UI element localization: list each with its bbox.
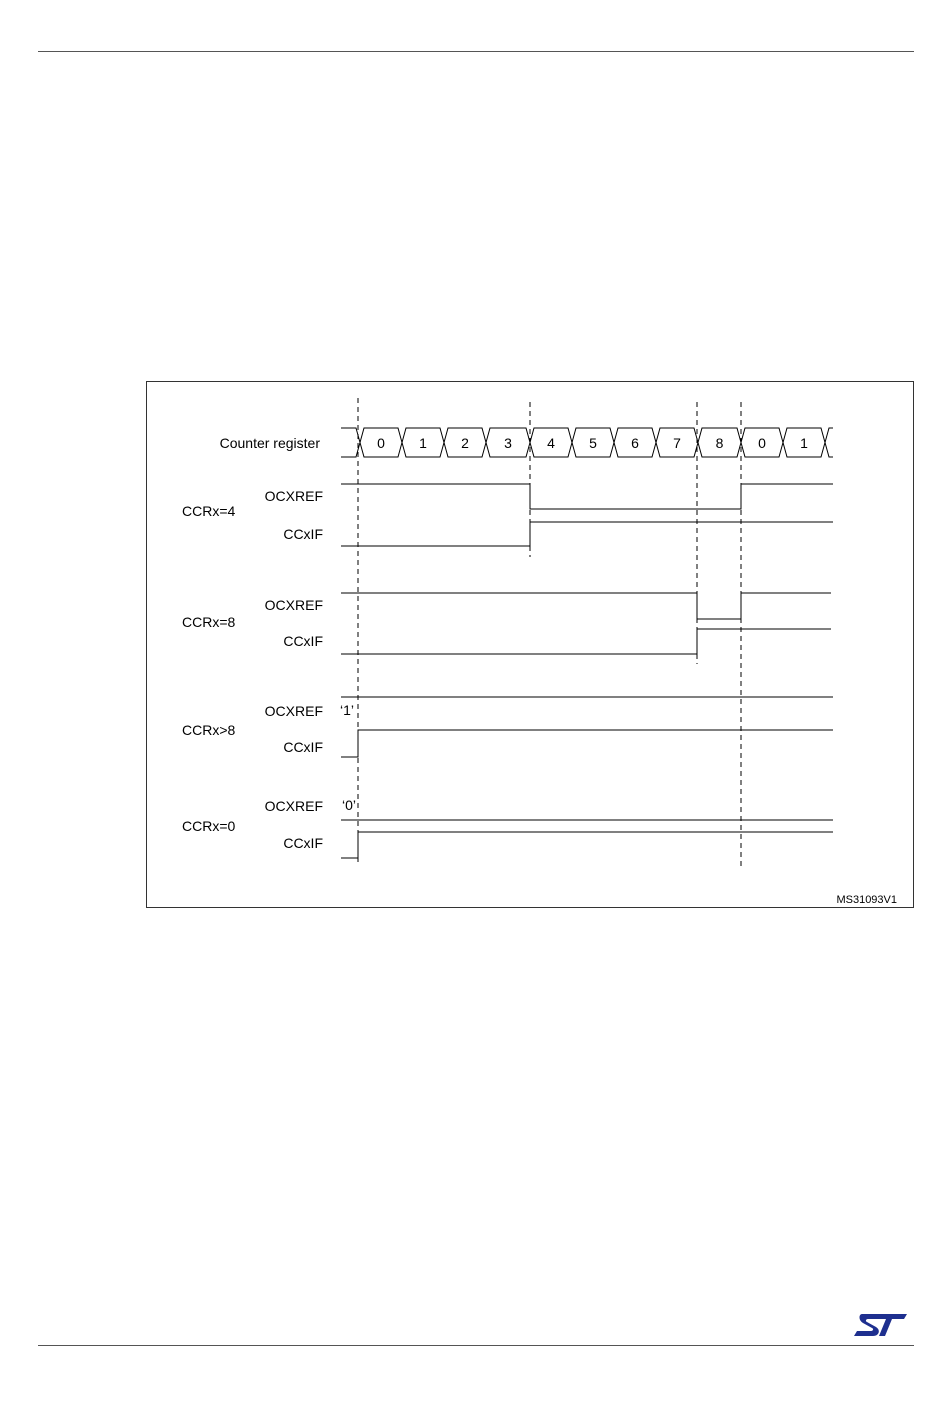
counter-value-10: 1 [800, 435, 808, 451]
counter-value-0: 0 [377, 435, 385, 451]
st-logo-icon [852, 1312, 910, 1338]
ccrx8-ccxif-wave [341, 629, 831, 654]
counter-value-5: 5 [589, 435, 597, 451]
header-rule [38, 51, 914, 52]
group-ccrxgt8-label: CCRx>8 [182, 722, 236, 738]
group-ccrxgt8-ocxref-label: OCXREF [264, 703, 323, 719]
counter-register-bus [341, 428, 833, 457]
group-ccrx0-ocxref-label: OCXREF [264, 798, 323, 814]
counter-value-4: 4 [547, 435, 555, 451]
group-ccrxgt8-ccxif-label: CCxIF [283, 739, 323, 755]
counter-value-9: 0 [758, 435, 766, 451]
group-ccrx4-ocxref-label: OCXREF [264, 488, 323, 504]
counter-value-8: 8 [715, 435, 724, 451]
ccrx4-ocxref-wave [341, 484, 833, 509]
group-ccrx4-label: CCRx=4 [182, 503, 236, 519]
group-ccrx8-ccxif-label: CCxIF [283, 633, 323, 649]
counter-value-3: 3 [504, 435, 512, 451]
counter-bus-tail [825, 428, 833, 457]
ccrxgt8-ccxif-wave [341, 730, 833, 757]
counter-register-label: Counter register [219, 435, 320, 451]
counter-value-1: 1 [419, 435, 427, 451]
ccrx4-ccxif-wave [341, 522, 833, 546]
group-ccrx0-ocxref-note: ‘0’ [342, 797, 357, 813]
counter-value-6: 6 [631, 435, 639, 451]
timing-diagram-frame [146, 381, 914, 908]
group-ccrx0-label: CCRx=0 [182, 818, 236, 834]
counter-value-2: 2 [461, 435, 469, 451]
group-ccrx0-ccxif-label: CCxIF [283, 835, 323, 851]
group-ccrx8-label: CCRx=8 [182, 614, 236, 630]
counter-bus-lead [341, 428, 360, 457]
ccrx0-ccxif-wave [341, 832, 833, 858]
group-ccrx8-ocxref-label: OCXREF [264, 597, 323, 613]
footer-rule [38, 1345, 914, 1346]
figure-id: MS31093V1 [836, 894, 897, 906]
timing-diagram [147, 382, 913, 907]
group-ccrx4-ccxif-label: CCxIF [283, 526, 323, 542]
counter-value-7: 7 [673, 435, 681, 451]
ccrx8-ocxref-wave [341, 593, 831, 619]
group-ccrxgt8-ocxref-note: ‘1’ [340, 702, 355, 718]
